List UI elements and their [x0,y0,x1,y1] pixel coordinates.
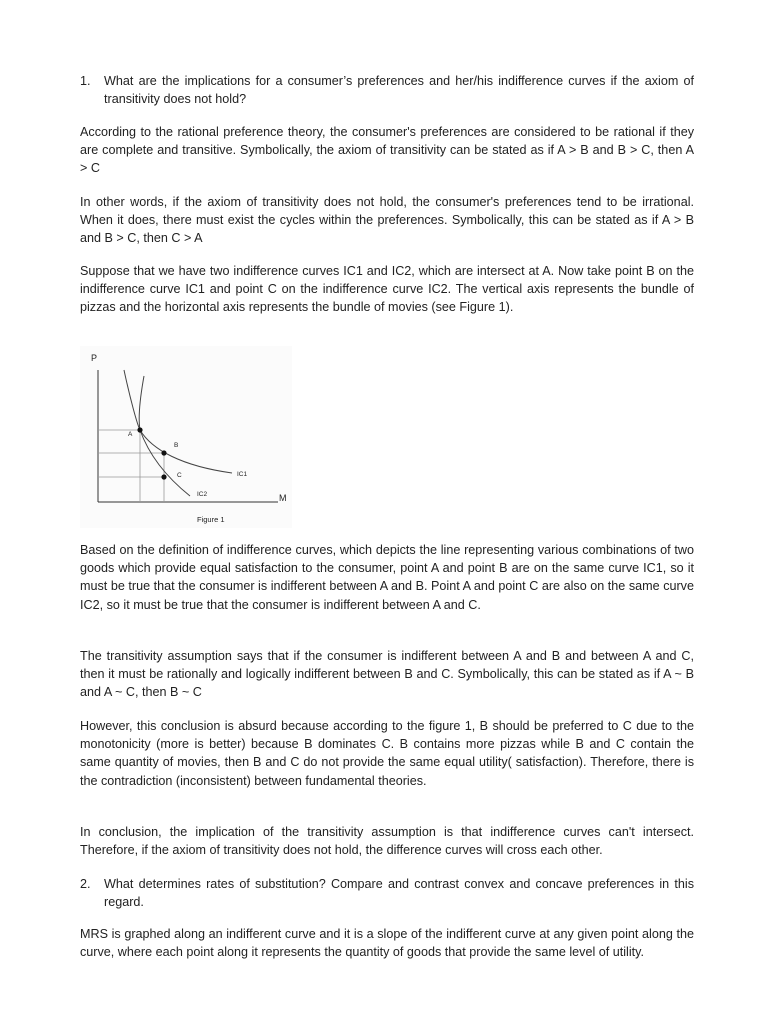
y-axis-label: P [91,353,98,363]
point-a [137,427,142,432]
paragraph-conclusion: In conclusion, the implication of the transitivity assumption is that indifference curves can't intersect. Therefore, if the axiom of transitivity does not hold, the difference curves will cross each other. [80,825,694,858]
figure-1 [80,346,292,528]
question-2 [80,875,694,911]
paragraph-irrational: In other words, if the axiom of transitivity does not hold, the consumer's preferences tend to be irrational. When it does, there must exist the cycles within the preferences. Symbolically, this can be stated as if A > B and B > C, then C > A [80,195,694,246]
point-a-label: A [128,431,133,438]
paragraph-mrs: MRS is graphed along an indifferent curve and it is a slope of the indifferent curve at any given point along the curve, where each point along it represents the quantity of goods that provide the same level of utility. [80,927,694,960]
question-2-number: 2. [80,877,91,891]
curve-ic1-label: IC1 [237,471,248,478]
point-b [161,450,166,455]
paragraph-definition: Based on the definition of indifference curves, which depicts the line representing various combinations of two goods which provide equal satisfaction to the consumer, point A and point B are on the same curve IC1, so it must be true that the consumer is indifferent between A and B. Point A and point C are also on the same curve IC2, so it must be true that the consumer is indifferent between A and C. [80,543,694,612]
paragraph-transitivity-assumption: The transitivity assumption says that if the consumer is indifferent between A and B and between A and C, then it must be rationally and logically indifferent between B and C. Symbolically, this can be stated as if A ~ B and A ~ C, then B ~ C [80,649,694,700]
question-1 [80,72,694,108]
indifference-curve-chart [80,346,292,528]
point-b-label: B [174,442,179,449]
paragraph-rational-preference: According to the rational preference theory, the consumer's preferences are considered to be rational if they are complete and transitive. Symbolically, the axiom of transitivity can be stated as if A > B and B > C, then A > C [80,125,694,176]
figure-background [80,346,292,528]
point-c [161,474,166,479]
x-axis-label: M [279,493,287,503]
question-2-text: What determines rates of substitution? Compare and contrast convex and concave preferences in this regard. [104,877,694,910]
point-c-label: C [177,472,182,479]
question-1-number: 1. [80,74,91,88]
question-1-text: What are the implications for a consumer’s preferences and her/his indifference curves if the axiom of transitivity does not hold? [104,74,694,107]
figure-caption: Figure 1 [197,515,225,524]
paragraph-suppose: Suppose that we have two indifference curves IC1 and IC2, which are intersect at A. Now take point B on the indifference curve IC1 and point C on the indifference curve IC2. The vertical axis represents the bundle of pizzas and the horizontal axis represents the bundle of movies (see Figure 1). [80,264,694,315]
curve-ic2-label: IC2 [197,491,208,498]
paragraph-absurd-conclusion: However, this conclusion is absurd because according to the figure 1, B should be preferred to C due to the monotonicity (more is better) because B dominates C. B contains more pizzas while B and C contain the same quantity of movies, then B and C do not provide the same equal utility( satisfaction). Therefore, there is the contradiction (inconsistent) between fundamental theories. [80,719,694,788]
